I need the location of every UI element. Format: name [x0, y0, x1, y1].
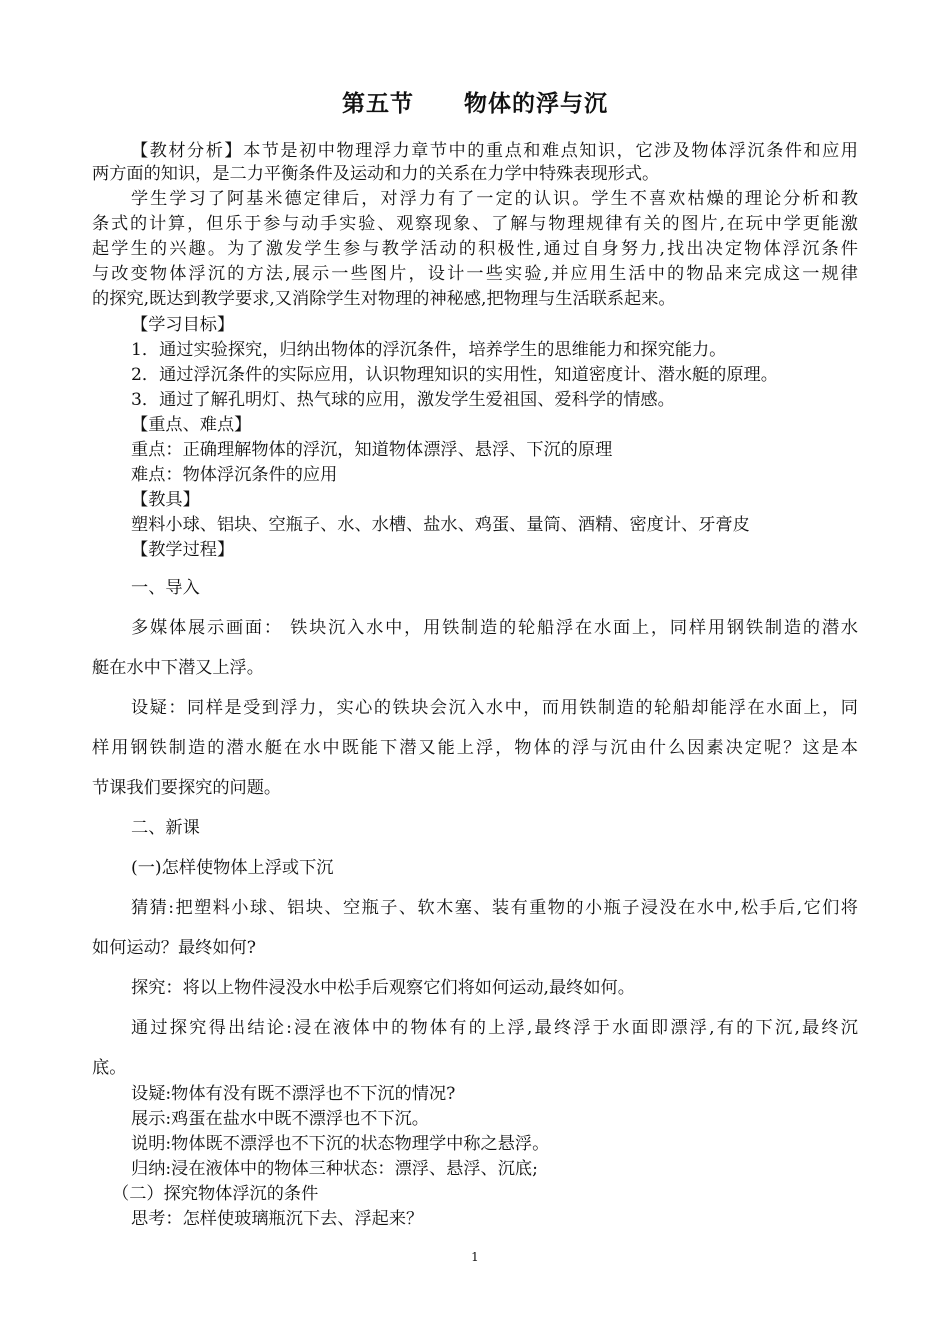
list-item: 3．通过了解孔明灯、热气球的应用，激发学生爱祖国、爱科学的情感。 [131, 390, 675, 410]
section-heading: 【教具】 [131, 490, 200, 510]
section-heading: 【重点、难点】 [131, 415, 252, 435]
list-item: 2．通过浮沉条件的实际应用，认识物理知识的实用性，知道密度计、潜水艇的原理。 [131, 365, 778, 385]
page-number: 1 [471, 1250, 479, 1264]
text-line: 学生学习了阿基米德定律后，对浮力有了一定的认识。学生不喜欢枯燥的理论分析和教 [131, 189, 858, 209]
text-line: 条式的计算，但乐于参与动手实验、观察现象、了解与物理规律有关的图片,在玩中学更能激 [92, 214, 858, 234]
text-line: 与改变物体浮沉的方法,展示一些图片，设计一些实验,并应用生活中的物品来完成这一规律 [92, 264, 858, 284]
text-line: 多媒体展示画面： 铁块沉入水中，用铁制造的轮船浮在水面上，同样用钢铁制造的潜水 [131, 618, 858, 638]
subsection-heading: 一、导入 [131, 578, 200, 598]
text-line: 塑料小球、铝块、空瓶子、水、水槽、盐水、鸡蛋、量筒、酒精、密度计、牙膏皮 [131, 515, 750, 535]
text-line: 猜猜:把塑料小球、铝块、空瓶子、软木塞、装有重物的小瓶子浸没在水中,松手后,它们将 [131, 898, 858, 918]
text-line: 设疑:物体有没有既不漂浮也不下沉的情况? [131, 1084, 456, 1104]
subsection-heading: 二、新课 [131, 818, 200, 838]
title-topic: 物体的浮与沉 [464, 91, 608, 117]
section-heading: 【学习目标】 [131, 315, 235, 335]
text-line: 说明:物体既不漂浮也不下沉的状态物理学中称之悬浮。 [131, 1134, 550, 1154]
text-line: 【教材分析】本节是初中物理浮力章节中的重点和难点知识，它涉及物体浮沉条件和应用 [131, 141, 858, 161]
text-line: 如何运动？最终如何? [92, 938, 256, 958]
list-item: 1．通过实验探究，归纳出物体的浮沉条件，培养学生的思维能力和探究能力。 [131, 340, 727, 360]
text-line: 起学生的兴趣。为了激发学生参与教学活动的积极性,通过自身努力,找出决定物体浮沉条件 [92, 239, 858, 259]
text-line: 节课我们要探究的问题。 [92, 778, 282, 798]
page-title [0, 85, 950, 118]
subsection-heading: （二）探究物体浮沉的条件 [112, 1184, 319, 1204]
text-line: 设疑：同样是受到浮力，实心的铁块会沉入水中，而用铁制造的轮船却能浮在水面上，同 [131, 698, 858, 718]
text-line: 展示:鸡蛋在盐水中既不漂浮也不下沉。 [131, 1109, 429, 1129]
text-line: 难点：物体浮沉条件的应用 [131, 465, 338, 485]
text-line: 底。 [92, 1058, 127, 1078]
text-line: 思考：怎样使玻璃瓶沉下去、浮起来？ [131, 1209, 424, 1229]
text-line: 艇在水中下潜又上浮。 [92, 658, 264, 678]
title-section: 第五节 [342, 91, 414, 117]
text-line: 探究：将以上物件浸没水中松手后观察它们将如何运动,最终如何。 [131, 978, 635, 998]
text-line: 样用钢铁制造的潜水艇在水中既能下潜又能上浮，物体的浮与沉由什么因素决定呢？这是本 [92, 738, 858, 758]
text-line: 两方面的知识，是二力平衡条件及运动和力的关系在力学中特殊表现形式。 [92, 164, 660, 184]
text-line: 重点：正确理解物体的浮沉，知道物体漂浮、悬浮、下沉的原理 [131, 440, 613, 460]
section-heading: 【教学过程】 [131, 540, 235, 560]
text-line: 的探究,既达到教学要求,又消除学生对物理的神秘感,把物理与生活联系起来。 [92, 289, 676, 309]
text-line: 归纳:浸在液体中的物体三种状态：漂浮、悬浮、沉底; [131, 1159, 538, 1179]
subsection-heading: (一)怎样使物体上浮或下沉 [131, 858, 334, 878]
text-line: 通过探究得出结论:浸在液体中的物体有的上浮,最终浮于水面即漂浮,有的下沉,最终沉 [131, 1018, 858, 1038]
